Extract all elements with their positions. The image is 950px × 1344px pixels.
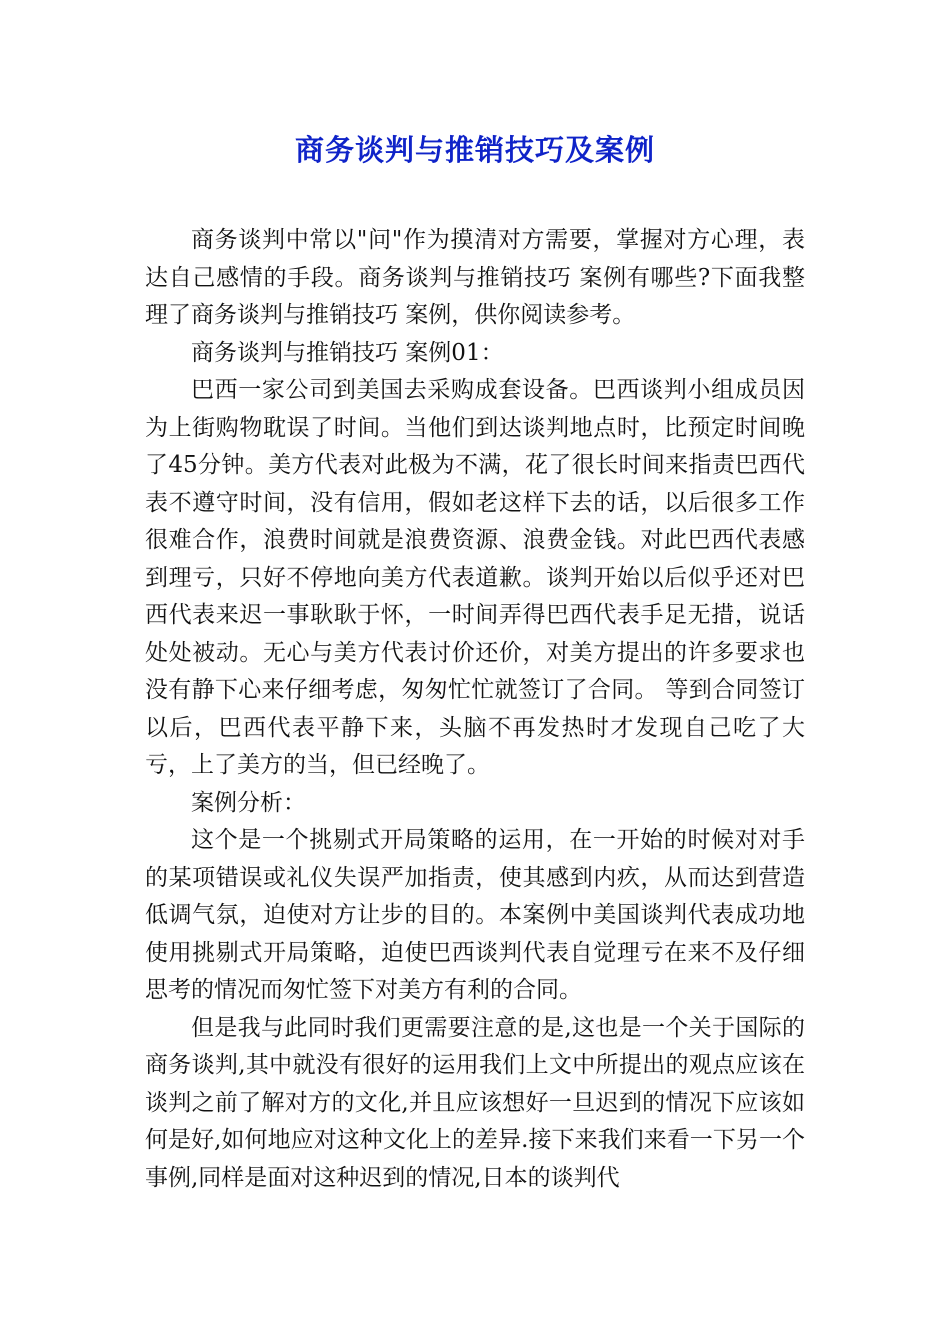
document-body [145,222,805,1197]
paragraph-case-story: 巴西一家公司到美国去采购成套设备。巴西谈判小组成员因为上街购物耽误了时间。当他们到达谈判地点时，比预定时间晚了45分钟。美方代表对此极为不满，花了很长时间来指责巴西代表不遵守时间，没有信用，假如老这样下去的话，以后很多工作很难合作，浪费时间就是浪费资源、浪费金钱。对此巴西代表感到理亏，只好不停地向美方代表道歉。谈判开始以后似乎还对巴西代表来迟一事耿耿于怀，一时间弄得巴西代表手足无措，说话处处被动。无心与美方代表讨价还价，对美方提出的许多要求也没有静下心来仔细考虑，匆匆忙忙就签订了合同。 等到合同签订以后，巴西代表平静下来，头脑不再发热时才发现自己吃了大亏，上了美方的当，但已经晚了。 [145,377,805,778]
paragraph-analysis-heading: 案例分析： [191,789,306,816]
paragraph-case-heading: 商务谈判与推销技巧 案例01： [191,339,504,366]
paragraph-analysis: 这个是一个挑剔式开局策略的运用，在一开始的时候对对手的某项错误或礼仪失误严加指责，使其感到内疚，从而达到营造低调气氛，迫使对方让步的目的。本案例中美国谈判代表成功地使用挑剔式开局策略，迫使巴西谈判代表自觉理亏在来不及仔细思考的情况而匆忙签下对美方有利的合同。 [145,827,805,1003]
paragraph-intro: 商务谈判中常以"问"作为摸清对方需要，掌握对方心理，表达自己感情的手段。商务谈判与推销技巧 案例有哪些?下面我整理了商务谈判与推销技巧 案例，供你阅读参考。 [145,227,805,328]
paragraph-continuation: 但是我与此同时我们更需要注意的是,这也是一个关于国际的商务谈判,其中就没有很好的运用我们上文中所提出的观点应该在谈判之前了解对方的文化,并且应该想好一旦迟到的情况下应该如何是好,如何地应对这种文化上的差异.接下来我们来看一下另一个事例,同样是面对这种迟到的情况,日本的谈判代 [145,1014,805,1191]
document-title: 商务谈判与推销技巧及案例 [294,133,655,167]
